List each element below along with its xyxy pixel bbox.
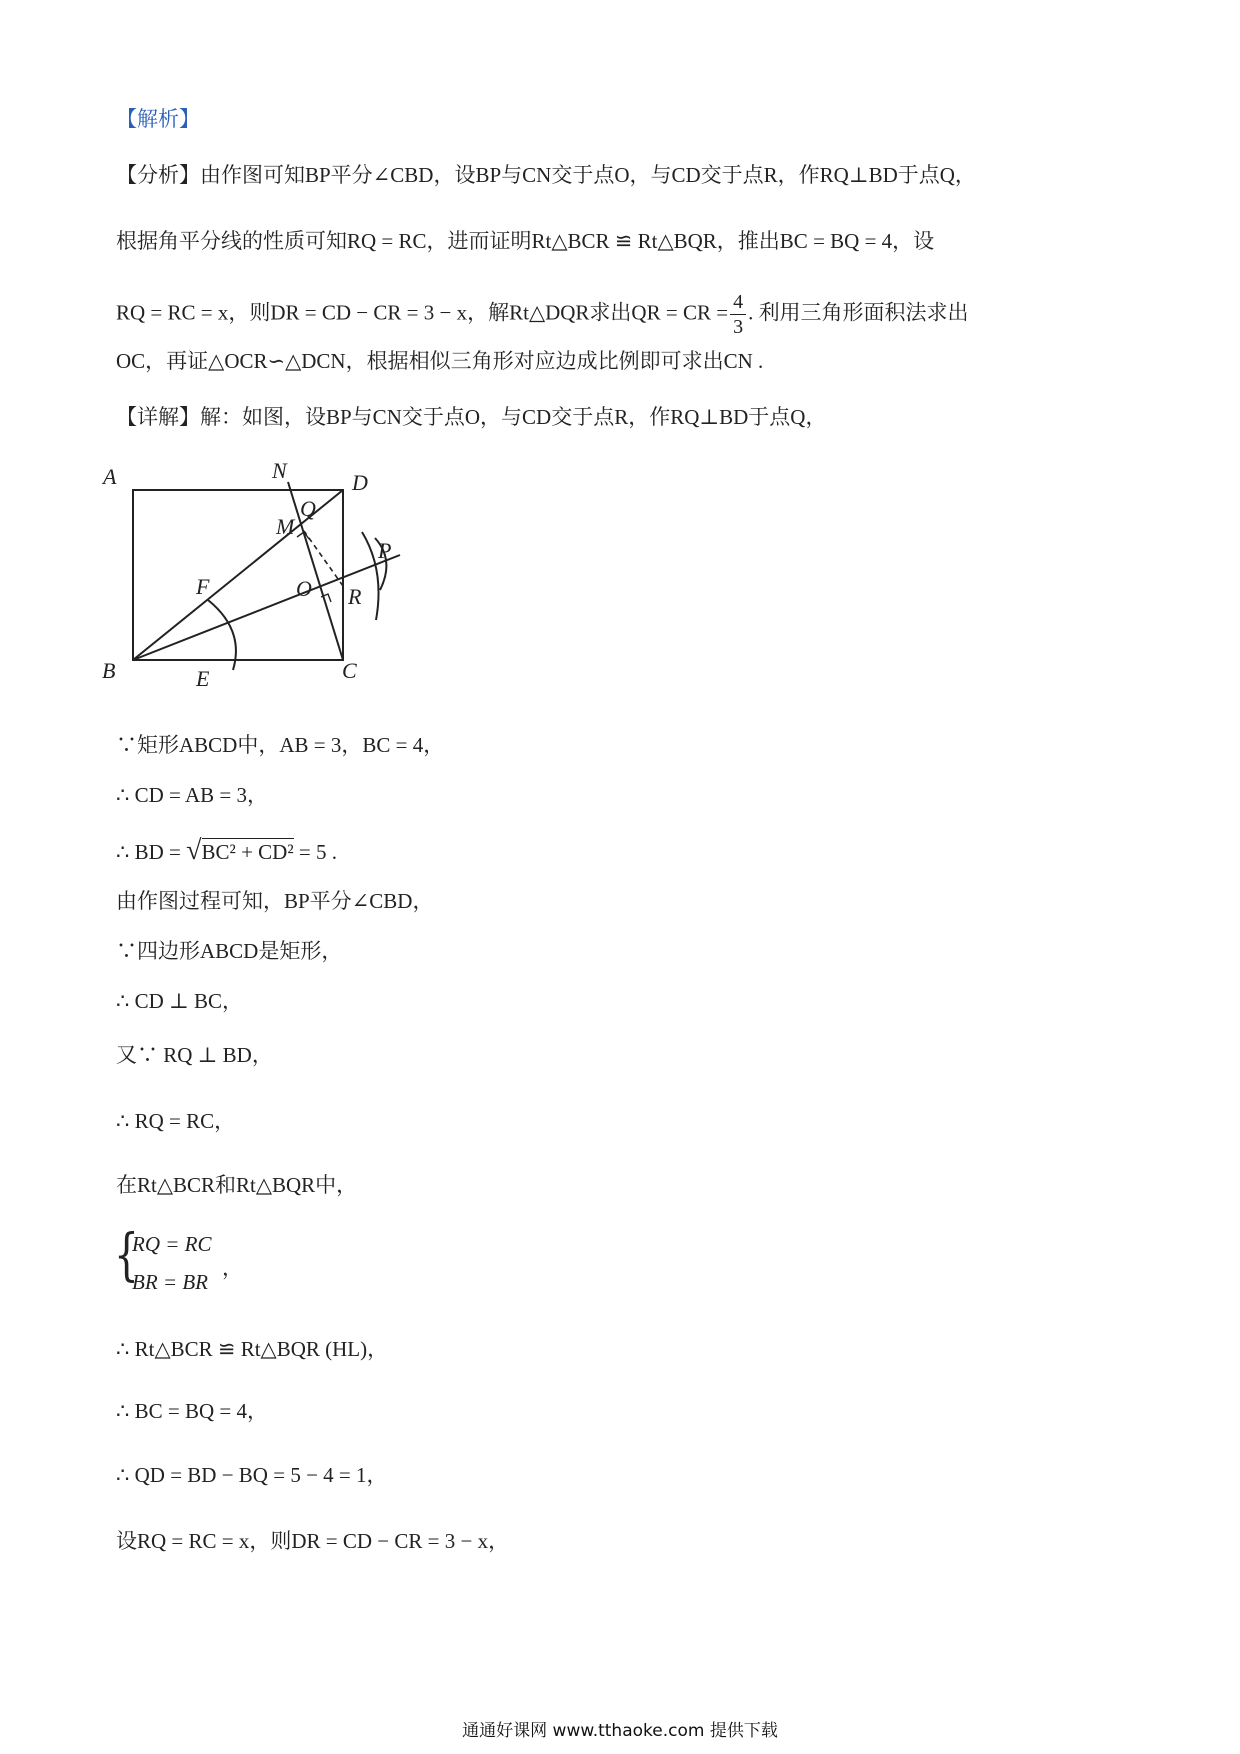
step-11: ∴ BC = BQ = 4， [116, 1399, 268, 1423]
analysis-line-3 [116, 290, 969, 339]
label-f: F [196, 574, 210, 599]
label-b: B [102, 658, 116, 683]
step-12: ∴ QD = BD − BQ = 5 − 4 = 1， [116, 1463, 388, 1487]
analysis-line-1: 【分析】由作图可知BP平分∠CBD，设BP与CN交于点O，与CD交于点R，作RQ⊥BD于点Q， [116, 163, 976, 187]
label-a: A [103, 464, 117, 489]
step-3-post: = 5 . [298, 840, 337, 864]
label-m: M [276, 514, 295, 539]
step-4: 由作图过程可知，BP平分∠CBD， [116, 889, 434, 913]
fraction-numerator: 4 [730, 290, 746, 315]
analysis-line-2: 根据角平分线的性质可知RQ = RC，进而证明Rt△BCR ≌ Rt△BQR，推出BC = BQ = 4，设 [116, 229, 935, 253]
fraction-denominator: 3 [733, 316, 744, 338]
system-line-2: BR = BR [132, 1270, 208, 1294]
step-10: ∴ Rt△BCR ≌ Rt△BQR (HL)， [116, 1337, 389, 1361]
label-r: R [348, 584, 362, 609]
geometry-figure [100, 460, 430, 700]
label-d: D [352, 470, 368, 495]
analysis-line-3-post: . 利用三角形面积法求出 [748, 300, 969, 325]
analysis-line-3-pre: RQ = RC = x，则DR = CD − CR = 3 − x，解Rt△DQR求出QR = CR = [116, 300, 729, 325]
label-p: P [378, 538, 392, 563]
step-7: 又∵ RQ ⊥ BD， [116, 1043, 273, 1067]
system-brace: { [114, 1223, 139, 1288]
analysis-line-4: OC，再证△OCR∽△DCN，根据相似三角形对应边成比例即可求出CN . [116, 349, 764, 373]
fraction-4-over-3 [730, 290, 746, 339]
sqrt-radicand: BC² + CD² [201, 840, 294, 864]
step-5: ∵四边形ABCD是矩形， [116, 939, 343, 963]
label-q: Q [300, 496, 316, 521]
footer-watermark: 通通好课网 www.tthaoke.com 提供下载 [462, 1721, 778, 1741]
section-title: 【解析】 [116, 107, 200, 131]
system-line-1: RQ = RC [132, 1232, 212, 1256]
step-3-pre: ∴ BD = [116, 840, 181, 864]
step-13: 设RQ = RC = x，则DR = CD − CR = 3 − x， [116, 1529, 510, 1553]
step-3 [116, 836, 337, 867]
step-9: 在Rt△BCR和Rt△BQR中， [116, 1173, 358, 1197]
step-8: ∴ RQ = RC， [116, 1109, 236, 1133]
label-e: E [196, 666, 210, 691]
step-1: ∵矩形ABCD中，AB = 3，BC = 4， [116, 733, 445, 757]
detail-intro: 【详解】解：如图，设BP与CN交于点O，与CD交于点R，作RQ⊥BD于点Q， [116, 405, 827, 429]
label-n: N [272, 460, 287, 483]
step-6: ∴ CD ⊥ BC， [116, 989, 244, 1013]
system-comma: ， [222, 1256, 243, 1280]
label-c: C [342, 658, 357, 683]
sqrt-sign: √ [186, 835, 202, 866]
right-angle-mark-m [297, 532, 309, 539]
arc-p-1 [362, 532, 379, 620]
label-o: O [296, 576, 312, 601]
step-2: ∴ CD = AB = 3， [116, 783, 268, 807]
